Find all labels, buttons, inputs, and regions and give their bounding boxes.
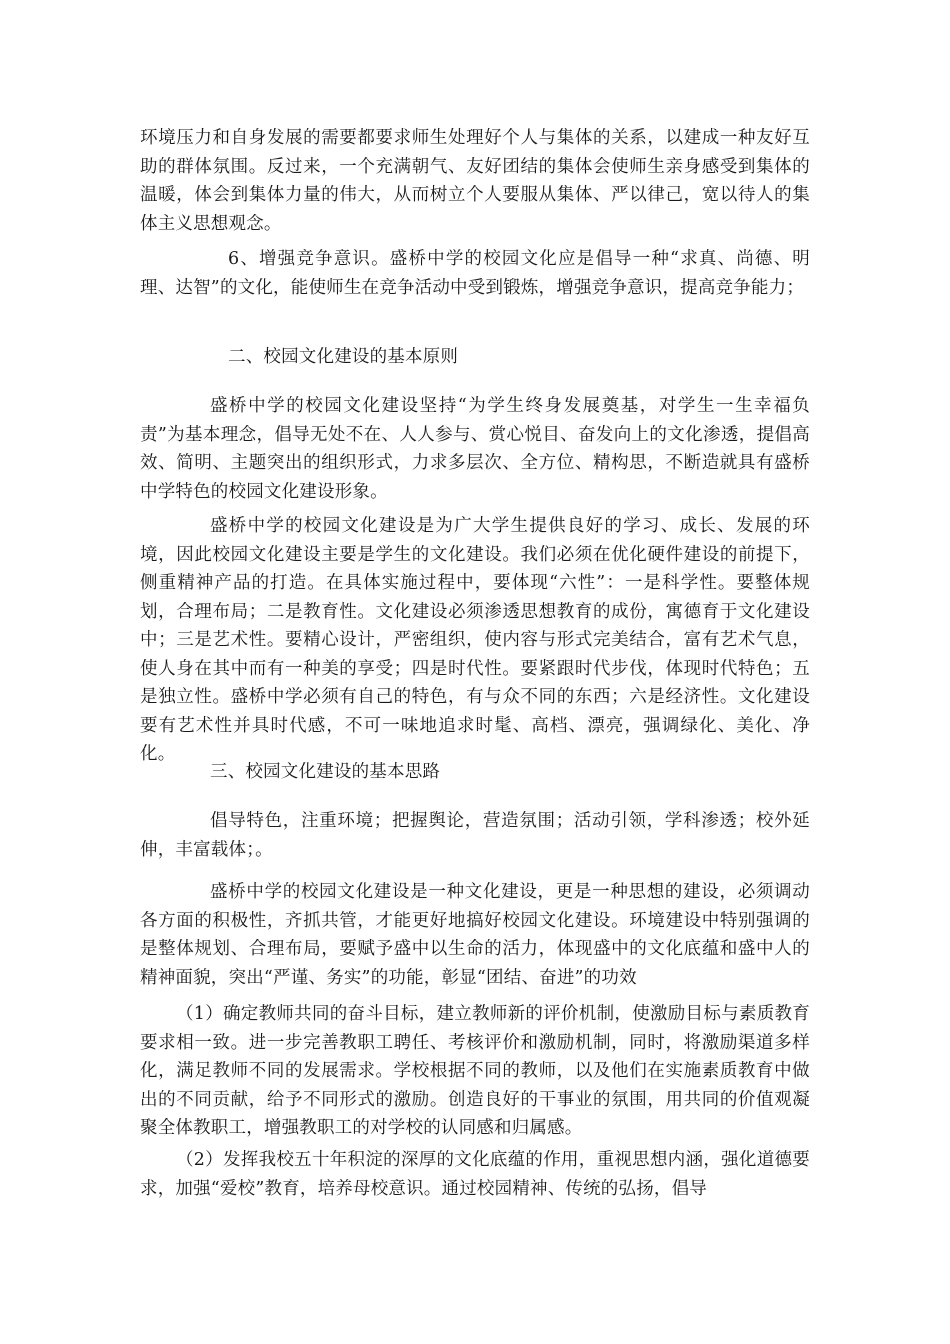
paragraph-item-1-teacher-goals: （1）确定教师共同的奋斗目标，建立教师新的评价机制，使激励目标与素质教育要求相一致。进一步完善教职工聘任、考核评价和激励机制，同时，将激励渠道多样化，满足教师不同的发展需求。学校根据不同的教师，以及他们在实施素质教育中做出的不同贡献，给予不同形式的激励。创造良好的干事业的氛围，用共同的价值观凝聚全体教职工，增强教职工的对学校的认同感和归属感。: [140, 1004, 810, 1138]
paragraph-six-qualities: 盛桥中学的校园文化建设是为广大学生提供良好的学习、成长、发展的环境，因此校园文化建设主要是学生的文化建设。我们必须在优化硬件建设的前提下，侧重精神产品的打造。在具体实施过程中，要体现“六性”：一是科学性。要整体规划，合理布局；二是教育性。文化建设必须渗透思想教育的成份，寓德育于文化建设中；三是艺术性。要精心设计，严密组织，使内容与形式完美结合，富有艺术气息，使人身在其中而有一种美的享受；四是时代性。要紧跟时代步伐，体现时代特色；五是独立性。盛桥中学必须有自己的特色，有与众不同的东西；六是经济性。文化建设要有艺术性并具时代感，不可一味地追求时髦、高档、漂亮，强调绿化、美化、净化。: [140, 516, 810, 764]
section-heading-principles: 二、校园文化建设的基本原则: [228, 347, 459, 367]
paragraph-collectivism: 环境压力和自身发展的需要都要求师生处理好个人与集体的关系，以建成一种友好互助的群体氛围。反过来，一个充满朝气、友好团结的集体会使师生亲身感受到集体的温暖，体会到集体力量的伟大，从而树立个人要服从集体、严以律己，宽以待人的集体主义思想观念。: [140, 128, 810, 234]
paragraph-basic-concept: 盛桥中学的校园文化建设坚持“为学生终身发展奠基，对学生一生幸福负责”为基本理念，倡导无处不在、人人参与、赏心悦目、奋发向上的文化渗透，提倡高效、简明、主题突出的组织形式，力求多层次、全方位、精构思，不断造就具有盛桥中学特色的校园文化建设形象。: [140, 396, 810, 502]
paragraph-ideological-construction: 盛桥中学的校园文化建设是一种文化建设，更是一种思想的建设，必须调动各方面的积极性，齐抓共管，才能更好地搞好校园文化建设。环境建设中特别强调的是整体规划、合理布局，要赋予盛中以生命的活力，体现盛中的文化底蕴和盛中人的精神面貌，突出“严谨、务实”的功能，彰显“团结、奋进”的功效: [140, 882, 810, 988]
section-heading-approach: 三、校园文化建设的基本思路: [210, 762, 441, 782]
paragraph-competition-awareness: 6、增强竞争意识。盛桥中学的校园文化应是倡导一种“求真、尚德、明理、达智”的文化，能使师生在竞争活动中受到锻炼，增强竞争意识，提高竞争能力；: [140, 249, 810, 298]
paragraph-approach-summary: 倡导特色，注重环境；把握舆论，营造氛围；活动引领，学科渗透；校外延伸，丰富载体；。: [140, 811, 810, 860]
paragraph-item-2-cultural-heritage: （2）发挥我校五十年积淀的深厚的文化底蕴的作用，重视思想内涵，强化道德要求，加强“爱校”教育，培养母校意识。通过校园精神、传统的弘扬，倡导: [140, 1150, 810, 1199]
